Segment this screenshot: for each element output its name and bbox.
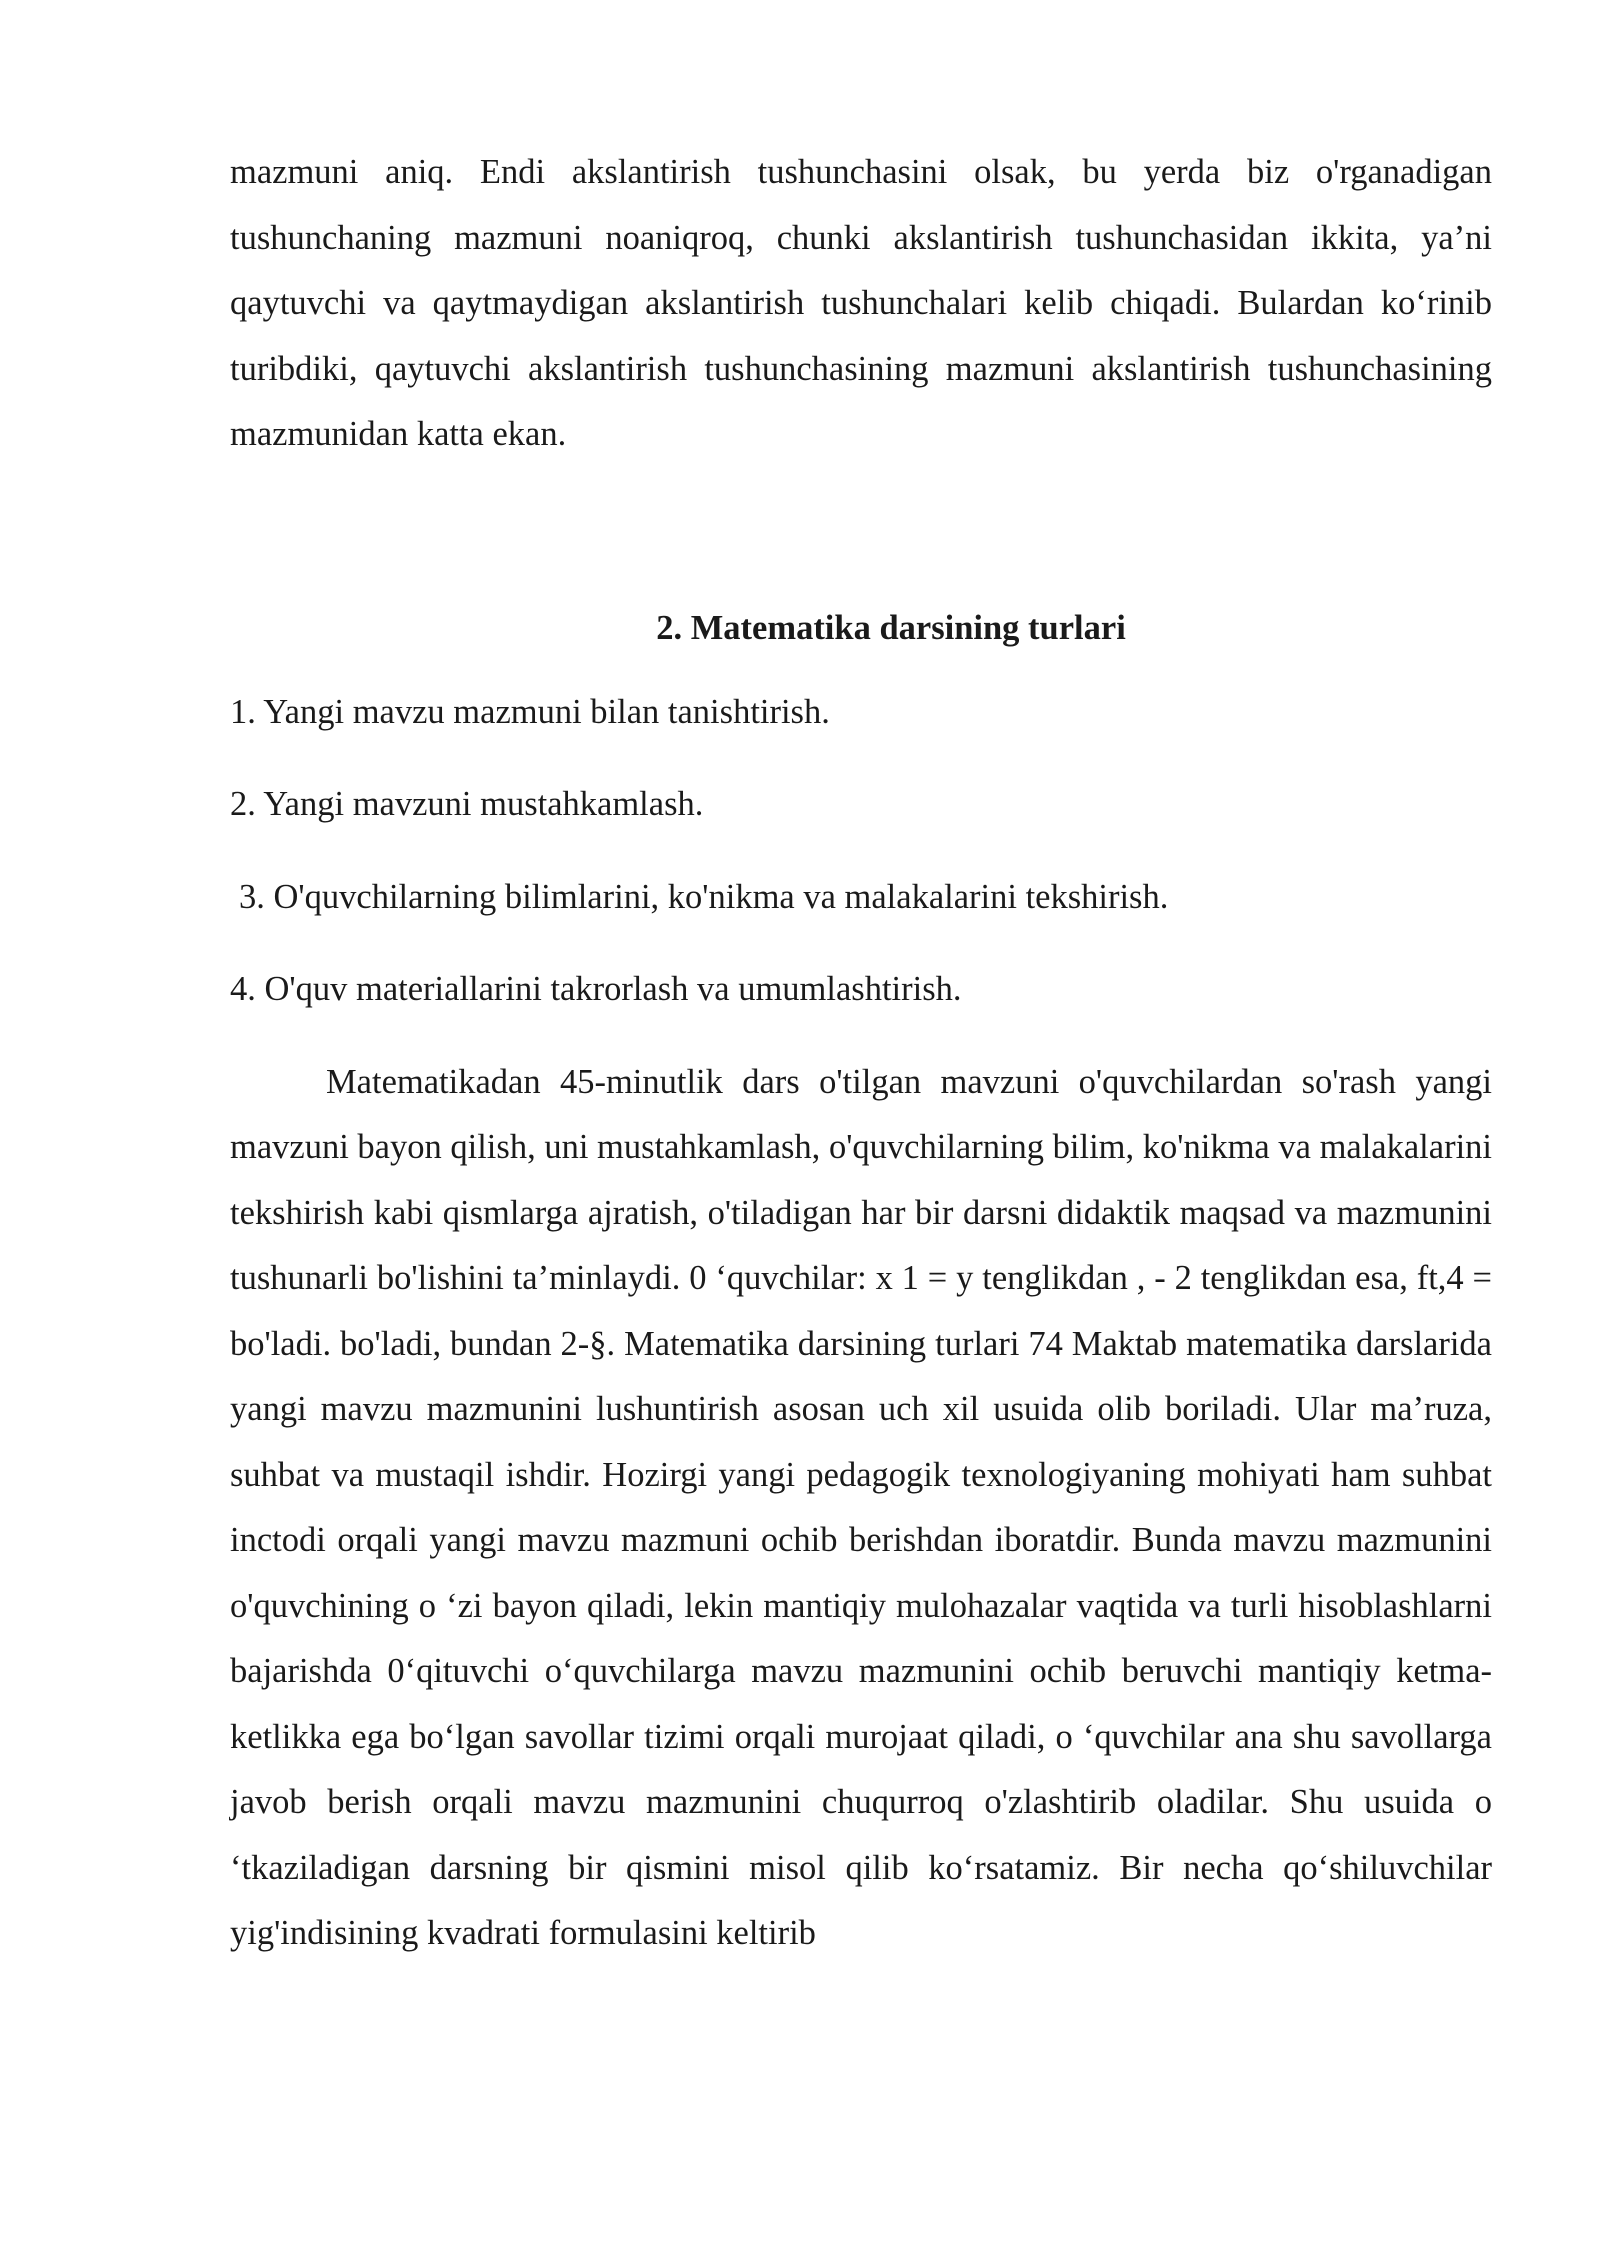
document-page <box>230 140 1492 1967</box>
list-item: 2. Yangi mavzuni mustahkamlash. <box>230 785 704 823</box>
section-heading: 2. Matematika darsining turlari <box>656 608 1126 647</box>
body-paragraph: Matematikadan 45-minutlik dars o'tilgan mavzuni o'quvchilardan so'rash yangi mavzuni bayon qilish, uni mustahkamlash, o'quvchilarning bilim, ko'nikma va malakalarini tekshirish kabi qismlarga ajratish, o'tiladigan har bir darsni didaktik maqsad va mazmunini tushunarli bo'lishini ta’minlaydi. 0 ‘quvchilar: x 1 = y tenglikdan , - 2 tenglikdan esa, ft,4 = bo'ladi. bo'ladi, bundan 2-§. Matematika darsining turlari 74 Maktab matematika darslarida yangi mavzu mazmunini lushuntirish asosan uch xil usuida olib boriladi. Ular ma’ruza, suhbat va mustaqil ishdir. Hozirgi yangi pedagogik texnologiyaning mohiyati ham suhbat inctodi orqali yangi mavzu mazmuni ochib berishdan iboratdir. Bunda mavzu mazmunini o'quvchining o ‘zi bayon qiladi, lekin mantiqiy mulohazalar vaqtida va turli hisoblashlarni bajarishda 0‘qituvchi o‘quvchilarga mavzu mazmunini ochib beruvchi mantiqiy ketma-ketlikka ega bo‘lgan savollar tizimi orqali murojaat qiladi, o ‘quvchilar ana shu savollarga javob berish orqali mavzu mazmunini chuqurroq o'zlashtirib oladilar. Shu usuida o ‘tkaziladigan darsning bir qismini misol qilib ko‘rsatamiz. Bir necha qo‘shiluvchilar yig'indisining kvadrati formulasini keltirib <box>230 1062 1492 1952</box>
list-item: 4. O'quv materiallarini takrorlash va umumlashtirish. <box>230 970 962 1008</box>
lesson-types-list <box>230 680 1492 1023</box>
list-item: 3. O'quvchilarning bilimlarini, ko'nikma va malakalarini tekshirish. <box>239 877 1169 916</box>
list-item: 1. Yangi mavzu mazmuni bilan tanishtirish. <box>230 692 830 731</box>
intro-paragraph: mazmuni aniq. Endi akslantirish tushunchasini olsak, bu yerda biz o'rganadigan tushunchaning mazmuni noaniqroq, chunki akslantirish tushunchasidan ikkita, ya’ni qaytuvchi va qaytmaydigan akslantirish tushunchalari kelib chiqadi. Bulardan ko‘rinib turibdiki, qaytuvchi akslantirish tushunchasining mazmuni akslantirish tushunchasining mazmunidan katta ekan. <box>230 153 1492 453</box>
